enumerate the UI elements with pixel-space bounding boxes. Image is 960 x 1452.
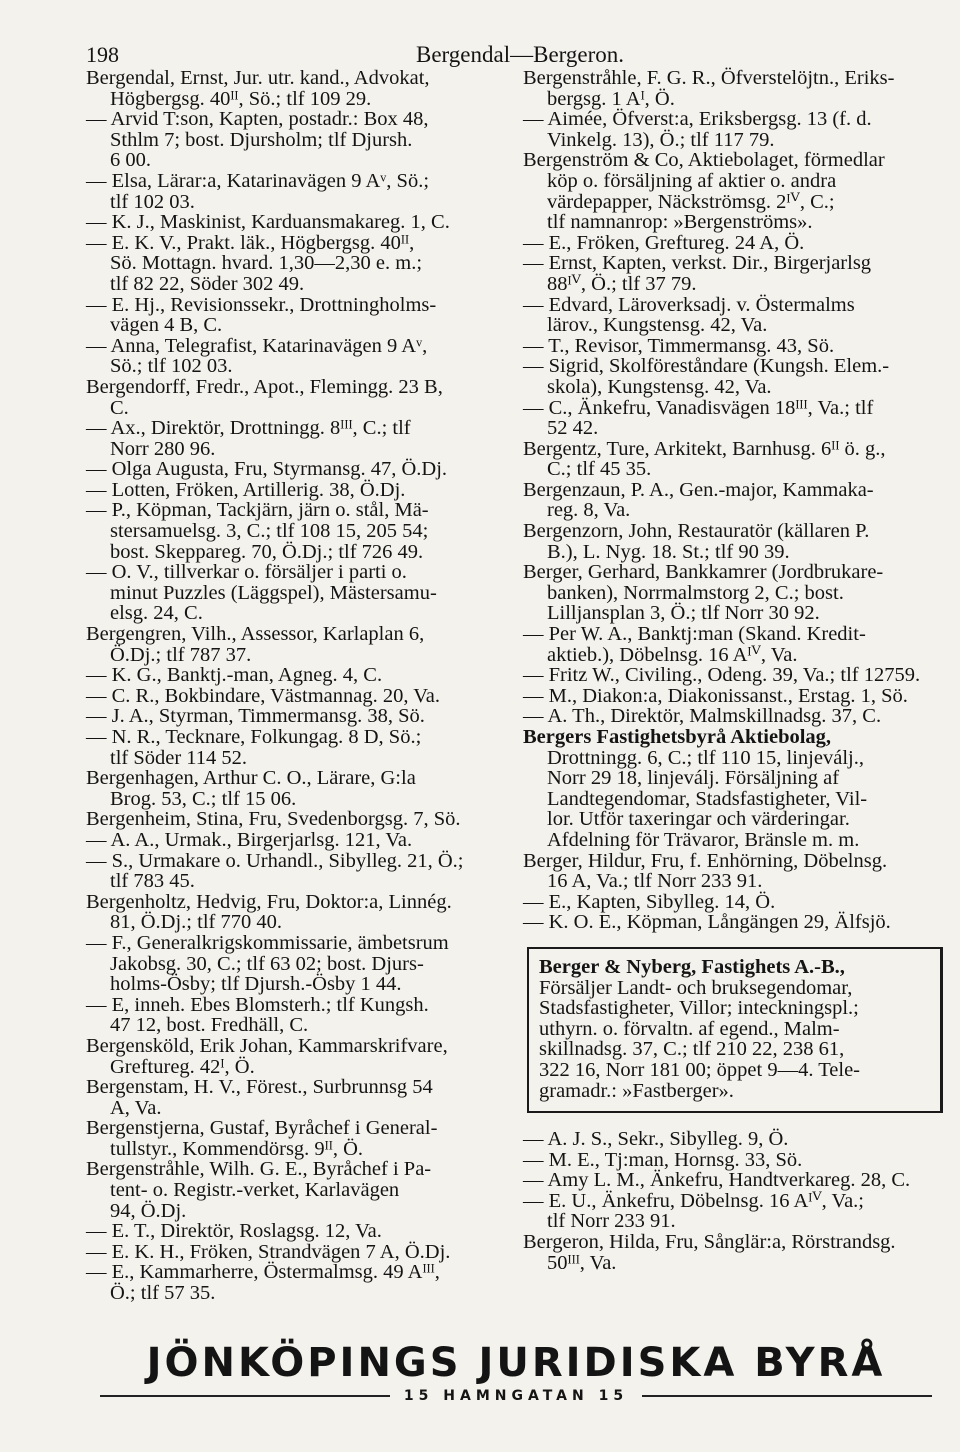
running-title: Bergendal—Bergeron.: [416, 42, 625, 67]
entry-heading: Berger, Gerhard, Bankkamrer (Jordbrukare-: [523, 561, 884, 584]
entry-heading: Bergendorff, Fredr., Apot., Flemingg. 23 B,: [86, 375, 443, 398]
directory-entry: [86, 624, 518, 665]
entry-heading: Bergenzorn, John, Restauratör (källaren P.: [523, 520, 870, 543]
entry-continuation: skola), Kungstensg. 42, Va.: [547, 375, 772, 398]
entry-continuation: C.; tlf 45 35.: [547, 458, 652, 481]
directory-entry: [523, 1129, 953, 1150]
entry-continuation: reg. 8, Va.: [547, 499, 631, 522]
right-column-entries-bottom: [523, 1129, 953, 1273]
directory-entry: [86, 892, 518, 933]
entry-heading: — J. A., Styrman, Timmermansg. 38, Sö.: [86, 705, 425, 728]
directory-entry: [86, 1118, 518, 1159]
entry-continuation: Högbergsg. 40ᴵᴵ, Sö.; tlf 109 29.: [110, 87, 372, 110]
entry-heading: — E, inneh. Ebes Blomsterh.; tlf Kungsh.: [86, 993, 429, 1016]
advertisement-box: [527, 947, 943, 1113]
entry-continuation: tlf 82 22, Söder 302 49.: [110, 272, 305, 295]
directory-entry: [86, 1077, 518, 1118]
directory-entry: [86, 480, 518, 501]
entry-continuation: elsg. 24, C.: [110, 602, 203, 625]
entry-continuation: Afdelning för Trävaror, Bränsle m. m.: [547, 828, 860, 851]
entry-heading: — K. O. E., Köpman, Långängen 29, Älfsjö.: [523, 911, 891, 934]
directory-entry: [523, 253, 953, 294]
footer-rule-left: [100, 1395, 390, 1397]
entry-continuation: 16 A, Va.; tlf Norr 233 91.: [547, 870, 763, 893]
footer-banner: [86, 1340, 946, 1404]
entry-heading: — P., Köpman, Tackjärn, järn o. stål, Mä-: [86, 499, 429, 522]
entry-continuation: Sthlm 7; bost. Djursholm; tlf Djursh.: [110, 128, 413, 151]
directory-entry: [86, 686, 518, 707]
directory-entry: [86, 336, 518, 377]
entry-continuation: Vinkelg. 13), Ö.; tlf 117 79.: [547, 128, 775, 151]
entry-continuation: 47 12, bost. Fredhäll, C.: [110, 1014, 309, 1037]
entry-heading: — A. A., Urmak., Birgerjarlsg. 121, Va.: [86, 828, 413, 851]
entry-continuation: tlf 783 45.: [110, 870, 195, 893]
entry-heading: — Edvard, Läroverksadj. v. Östermalms: [523, 293, 855, 316]
entry-heading: Bergenstam, H. V., Förest., Surbrunnsg 54: [86, 1076, 433, 1099]
directory-entry: [523, 109, 953, 150]
directory-entry: [86, 1036, 518, 1077]
entry-heading: — N. R., Tecknare, Folkungag. 8 D, Sö.;: [86, 726, 422, 748]
directory-entry: [86, 295, 518, 336]
directory-entry: [523, 356, 953, 397]
entry-heading: Bergenholtz, Hedvig, Fru, Doktor:a, Linnég.: [86, 890, 452, 913]
directory-entry: [86, 459, 518, 480]
directory-entry: [86, 1262, 518, 1303]
entry-heading: Bergenstjerna, Gustaf, Byråchef i General-: [86, 1117, 438, 1140]
entry-heading: — O. V., tillverkar o. försäljer i parti o.: [86, 561, 407, 584]
entry-heading: — E. Hj., Revisionssekr., Drottningholms-: [86, 293, 437, 316]
directory-entry: [86, 933, 518, 995]
entry-heading: — K. G., Banktj.-man, Agneg. 4, C.: [86, 664, 383, 687]
directory-entry: [523, 480, 953, 521]
footer-subtitle: 15 HAMNGATAN 15: [403, 1388, 629, 1404]
entry-heading: — A. Th., Direktör, Malmskillnadsg. 37, C.: [523, 705, 882, 728]
entry-continuation: Norr 29 18, linjeválj. Försäljning af: [547, 767, 840, 790]
entry-heading: — E., Kammarherre, Östermalmsg. 49 Aᴵᴵᴵ,: [86, 1261, 440, 1284]
entry-heading: — E. K. V., Prakt. läk., Högbergsg. 40ᴵᴵ,: [86, 231, 415, 254]
footer-title: JÖNKÖPINGS JURIDISKA BYRÅ: [146, 1340, 886, 1386]
entry-continuation: Sö. Mottagn. hvard. 1,30—2,30 e. m.;: [110, 252, 423, 275]
entry-continuation: Ö.; tlf 57 35.: [110, 1282, 216, 1305]
directory-entry: [86, 1159, 518, 1221]
directory-entry: [523, 892, 953, 913]
entry-heading: Berger, Hildur, Fru, f. Enhörning, Döbelnsg.: [523, 849, 888, 872]
directory-entry: [86, 1242, 518, 1263]
right-column: [523, 68, 953, 1273]
directory-entry: [523, 336, 953, 357]
entry-continuation: Brog. 53, C.; tlf 15 06.: [110, 787, 297, 810]
entry-continuation: Landtegendomar, Stadsfastigheter, Vil-: [547, 787, 868, 810]
entry-heading: Bergenhagen, Arthur C. O., Lärare, G:la: [86, 767, 416, 790]
entry-continuation: vägen 4 B, C.: [110, 314, 223, 337]
entry-heading: — Fritz W., Civiling., Odeng. 39, Va.; tlf 12759.: [523, 664, 921, 687]
entry-heading: — E. U., Änkefru, Döbelnsg. 16 Aᴵⱽ, Va.;: [523, 1189, 865, 1212]
entry-continuation: tent- o. Registr.-verket, Karlavägen: [110, 1179, 400, 1202]
entry-heading: Bergenstråhle, Wilh. G. E., Byråchef i Pa-: [86, 1158, 432, 1181]
entry-heading: — F., Generalkrigskommissarie, ämbetsrum: [86, 931, 449, 954]
directory-entry: [86, 171, 518, 212]
entry-heading: — Lotten, Fröken, Artillerig. 38, Ö.Dj.: [86, 478, 406, 501]
advertisement: [539, 957, 930, 1101]
directory-entry: [86, 377, 518, 418]
entry-continuation: Drottningg. 6, C.; tlf 110 15, linjeválj.,: [547, 746, 864, 769]
entry-continuation: 6 00.: [110, 149, 151, 172]
entry-continuation: bergsg. 1 Aᴵ, Ö.: [547, 87, 675, 110]
entry-continuation: köp o. försäljning af aktier o. andra: [547, 169, 837, 192]
entry-heading: Bergensköld, Erik Johan, Kammarskrifvare,: [86, 1034, 448, 1057]
right-column-entries-mid: [523, 851, 953, 933]
advertisement-line: skillnadsg. 37, C.; tlf 210 22, 238 61,: [539, 1038, 845, 1061]
footer-rule-right: [642, 1395, 932, 1397]
entry-continuation: tlf 102 03.: [110, 190, 195, 213]
left-column: [86, 68, 518, 1304]
entry-continuation: Norr 280 96.: [110, 437, 216, 460]
directory-entry: [523, 68, 953, 109]
entry-heading: — Amy L. M., Änkefru, Handtverkareg. 28, C.: [523, 1169, 911, 1192]
directory-entry: [523, 912, 953, 933]
directory-entry: [86, 68, 518, 109]
directory-entry: [86, 1221, 518, 1242]
directory-entry: [523, 665, 953, 686]
directory-entry: [86, 706, 518, 727]
advertisement-title: Berger & Nyberg, Fastighets A.-B.,: [539, 955, 845, 978]
advertisement-line: uthyrn. o. förvaltn. af egend., Malm-: [539, 1017, 840, 1040]
directory-entry: [86, 768, 518, 809]
entry-heading: — Elsa, Lärar:a, Katarinavägen 9 Aᵛ, Sö.;: [86, 169, 430, 192]
entry-continuation: tlf Norr 233 91.: [547, 1210, 676, 1233]
entry-heading: — Sigrid, Skolföreståndare (Kungsh. Elem.-: [523, 355, 890, 378]
entry-heading: — S., Urmakare o. Urhandl., Sibylleg. 21, Ö.;: [86, 849, 464, 872]
directory-entry: [523, 706, 953, 727]
entry-heading: — Aimée, Öfverst:a, Eriksbergsg. 13 (f. d.: [523, 108, 872, 131]
directory-entry: [523, 521, 953, 562]
entry-continuation: tlf Söder 114 52.: [110, 746, 248, 769]
entry-heading: — E. K. H., Fröken, Strandvägen 7 A, Ö.Dj.: [86, 1240, 451, 1263]
directory-entry: [523, 1150, 953, 1171]
directory-entry: [86, 727, 518, 768]
entry-heading: Bergeron, Hilda, Fru, Sånglär:a, Rörstrandsg.: [523, 1231, 896, 1254]
directory-entry: [523, 1232, 953, 1273]
entry-heading: — A. J. S., Sekr., Sibylleg. 9, Ö.: [523, 1128, 789, 1151]
directory-entry: [86, 830, 518, 851]
entry-heading: — Ax., Direktör, Drottningg. 8ᴵᴵᴵ, C.; tlf: [86, 417, 411, 440]
entry-heading: — Ernst, Kapten, verkst. Dir., Birgerjarlsg: [523, 252, 872, 275]
bergers-fastighetsbyra-entry: [523, 727, 953, 851]
entry-continuation: stersamuelsg. 3, C.; tlf 108 15, 205 54;: [110, 520, 429, 543]
directory-entry: [523, 233, 953, 254]
entry-heading: Bergengren, Vilh., Assessor, Karlaplan 6,: [86, 623, 425, 646]
entry-continuation: Sö.; tlf 102 03.: [110, 355, 233, 378]
entry-heading: — Arvid T:son, Kapten, postadr.: Box 48,: [86, 108, 429, 131]
directory-entry: [523, 1191, 953, 1232]
entry-continuation: lärov., Kungstensg. 42, Va.: [547, 314, 768, 337]
advertisement-line: 322 16, Norr 181 00; öppet 9—4. Tele-: [539, 1058, 861, 1081]
directory-entry: [86, 500, 518, 562]
entry-continuation: Jakobsg. 30, C.; tlf 63 02; bost. Djurs-: [110, 952, 424, 975]
entry-heading: — E. T., Direktör, Roslagsg. 12, Va.: [86, 1220, 382, 1243]
footer-subtitle-row: [86, 1388, 946, 1404]
directory-entry: [523, 624, 953, 665]
entry-continuation: 50ᴵᴵᴵ, Va.: [547, 1251, 617, 1274]
entry-continuation: A, Va.: [110, 1096, 162, 1119]
directory-entry: [86, 809, 518, 830]
entry-heading: Bergenheim, Stina, Fru, Svedenborgsg. 7, Sö.: [86, 808, 461, 831]
entry-continuation: holms-Ösby; tlf Djursh.-Ösby 1 44.: [110, 973, 402, 996]
directory-entry: [86, 995, 518, 1036]
entry-heading: Bergenstråhle, F. G. R., Öfverstelöjtn., Eriks-: [523, 67, 895, 89]
entry-continuation: 88ᴵⱽ, Ö.; tlf 37 79.: [547, 272, 697, 295]
directory-entry: [523, 686, 953, 707]
entry-heading: — Per W. A., Banktj:man (Skand. Kredit-: [523, 623, 866, 646]
entry-continuation: banken), Norrmalmstorg 2, C.; bost.: [547, 581, 844, 604]
entry-continuation: minut Puzzles (Läggspel), Mästersamu-: [110, 581, 437, 604]
entry-heading: — C. R., Bokbindare, Västmannag. 20, Va.: [86, 684, 440, 707]
entry-continuation: aktieb.), Döbelnsg. 16 Aᴵⱽ, Va.: [547, 643, 798, 666]
entry-continuation: lor. Utför taxeringar och värderingar.: [547, 808, 850, 831]
entry-heading: Bergenzaun, P. A., Gen.-major, Kammaka-: [523, 478, 874, 501]
directory-entry: [86, 418, 518, 459]
advertisement-line: Stadsfastigheter, Villor; inteckningspl.;: [539, 997, 859, 1020]
entry-continuation: tullstyr., Kommendörsg. 9ᴵᴵ, Ö.: [110, 1137, 364, 1160]
advertisement-line: gramadr.: »Fastberger».: [539, 1079, 734, 1102]
entry-continuation: bost. Skeppareg. 70, Ö.Dj.; tlf 726 49.: [110, 540, 424, 563]
directory-entry: [86, 109, 518, 171]
directory-entry: [86, 212, 518, 233]
directory-entry: [86, 665, 518, 686]
company-name: Bergers Fastighetsbyrå Aktiebolag,: [523, 726, 832, 748]
directory-entry: [523, 295, 953, 336]
entry-heading: Bergentz, Ture, Arkitekt, Barnhusg. 6ᴵᴵ ö. g.,: [523, 437, 886, 460]
directory-entry: [523, 398, 953, 439]
directory-entry: [86, 851, 518, 892]
entry-heading: — M., Diakon:a, Diakonissanst., Erstag. 1, Sö.: [523, 684, 908, 707]
entry-continuation: 94, Ö.Dj.: [110, 1199, 187, 1222]
entry-heading: — K. J., Maskinist, Karduansmakareg. 1, C.: [86, 211, 450, 234]
entry-continuation: 81, Ö.Dj.; tlf 770 40.: [110, 911, 282, 934]
entry-heading: — E., Kapten, Sibylleg. 14, Ö.: [523, 890, 776, 913]
directory-entry: [523, 727, 953, 851]
entry-heading: — M. E., Tj:man, Hornsg. 33, Sö.: [523, 1148, 803, 1171]
directory-entry: [523, 439, 953, 480]
entry-heading: — E., Fröken, Greftureg. 24 A, Ö.: [523, 231, 805, 254]
advertisement-line: Försäljer Landt- och bruksegendomar,: [539, 976, 853, 999]
entry-continuation: 52 42.: [547, 417, 599, 440]
entry-continuation: B.), L. Nyg. 18. St.; tlf 90 39.: [547, 540, 790, 563]
directory-entry: [523, 150, 953, 232]
entry-heading: — C., Änkefru, Vanadisvägen 18ᴵᴵᴵ, Va.; tlf: [523, 396, 874, 419]
entry-heading: Bergendal, Ernst, Jur. utr. kand., Advokat,: [86, 67, 430, 89]
directory-entry: [523, 851, 953, 892]
page-number: 198: [86, 42, 119, 67]
entry-heading: — Anna, Telegrafist, Katarinavägen 9 Aᵛ,: [86, 334, 428, 357]
entry-continuation: Ö.Dj.; tlf 787 37.: [110, 643, 252, 666]
entry-continuation: värdepapper, Näckströmsg. 2ᴵⱽ, C.;: [547, 190, 835, 213]
entry-heading: Bergenström & Co, Aktiebolaget, förmedlar: [523, 149, 885, 172]
directory-entry: [523, 562, 953, 624]
entry-heading: — Olga Augusta, Fru, Styrmansg. 47, Ö.Dj.: [86, 458, 448, 481]
entry-continuation: C.: [110, 396, 129, 419]
directory-entry: [86, 562, 518, 624]
right-column-entries-top: [523, 68, 953, 727]
entry-continuation: Greftureg. 42ᴵ, Ö.: [110, 1055, 255, 1078]
entry-continuation: Lilljansplan 3, Ö.; tlf Norr 30 92.: [547, 602, 820, 625]
directory-entry: [86, 233, 518, 295]
directory-entry: [523, 1170, 953, 1191]
entry-heading: — T., Revisor, Timmermansg. 43, Sö.: [523, 334, 835, 357]
entry-continuation: tlf namnanrop: »Bergenströms».: [547, 211, 813, 234]
